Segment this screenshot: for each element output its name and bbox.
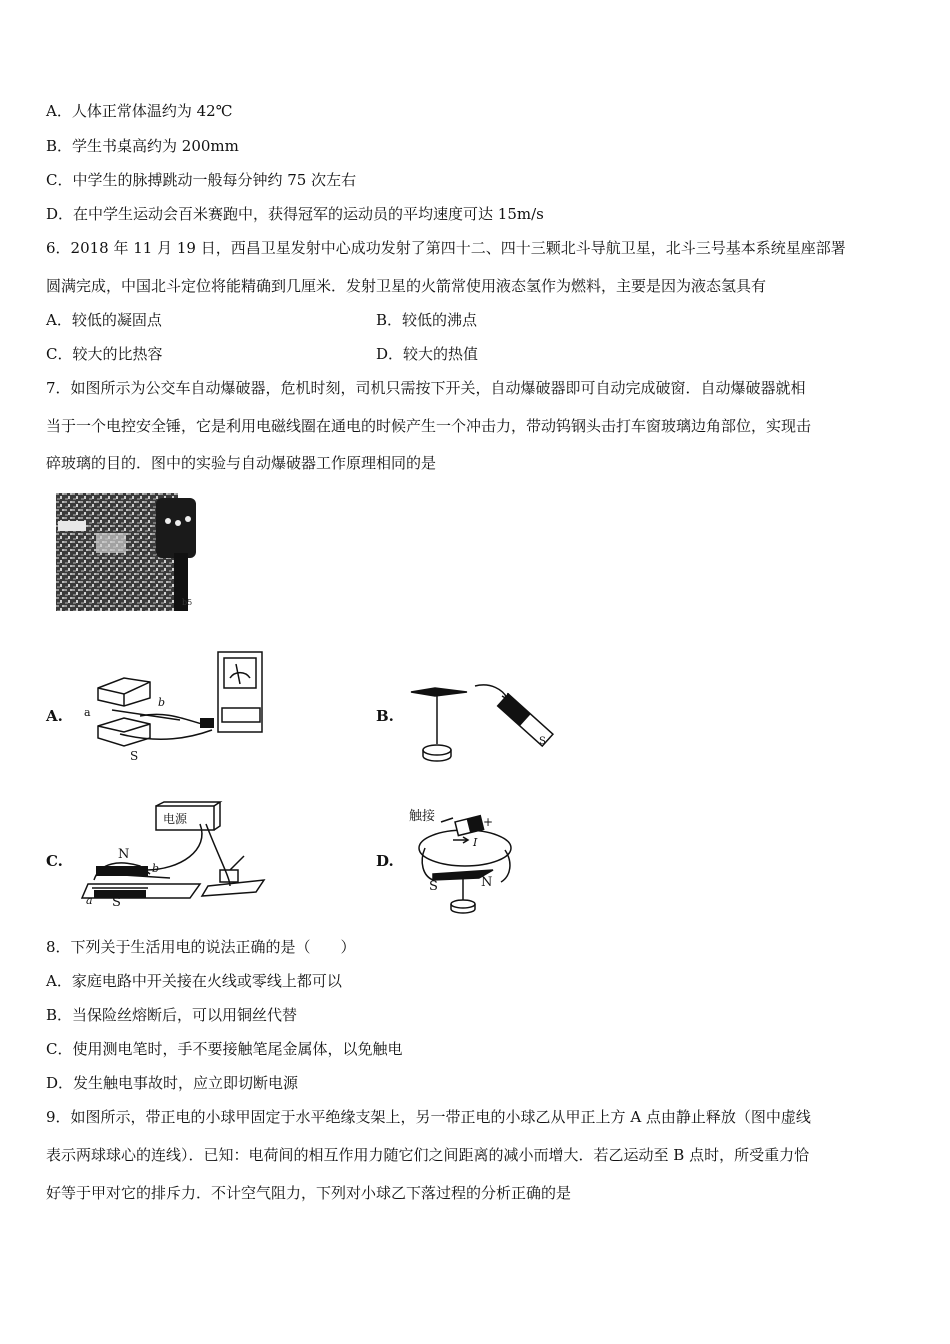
figure-d-oersted [405, 800, 535, 918]
fig-c-label-s: S [112, 895, 121, 910]
q7-label-c: C. [46, 852, 63, 870]
fig-d-label-touch: 触接 [409, 809, 436, 824]
fig-a-label-a: a [84, 706, 91, 719]
q6-stem-line1: 6．2018 年 11 月 19 日，西昌卫星发射中心成功发射了第四十二、四十三颗北斗导航卫星，北斗三号基本系统星座部署 [46, 239, 846, 257]
q5-option-a: A．人体正常体温约为 42℃ [46, 102, 233, 120]
fig-d-label-s: S [429, 879, 438, 894]
fig-c-label-b: b [152, 862, 160, 875]
q8-option-c: C．使用测电笔时，手不要接触笔尾金属体，以免触电 [46, 1040, 403, 1058]
q7-stem-line2: 当于一个电控安全锤，它是利用电磁线圈在通电的时候产生一个冲击力，带动钨钢头击打车窗玻璃边角部位，实现击 [46, 417, 812, 435]
q5-option-b: B．学生书桌高约为 200mm [46, 137, 239, 155]
q8-option-d: D．发生触电事故时，应立即切断电源 [46, 1074, 299, 1092]
q9-stem-line3: 好等于甲对它的排斥力．不计空气阻力，下列对小球乙下落过程的分析正确的是 [46, 1184, 572, 1202]
bus-breaker-photo [56, 493, 206, 615]
q8-option-a: A．家庭电路中开关接在火线或零线上都可以 [46, 972, 342, 990]
figure-c-motor [80, 800, 270, 910]
q8-option-b: B．当保险丝熔断后，可以用铜丝代替 [46, 1006, 298, 1024]
fig-c-label-n: N [118, 847, 130, 862]
fig-d-label-plus: + [483, 815, 494, 829]
fig-d-label-n: N [481, 875, 493, 890]
q6-option-c: C．较大的比热容 [46, 345, 163, 363]
q6-option-b: B．较低的沸点 [376, 311, 478, 329]
q7-label-a: A. [46, 707, 63, 725]
fig-a-label-s: S [130, 749, 139, 763]
q5-option-d: D．在中学生运动会百米赛跑中，获得冠军的运动员的平均速度可达 15m/s [46, 205, 544, 223]
fig-c-label-a: a [86, 894, 93, 907]
fig-b-label-s: S [539, 736, 546, 747]
figure-a-induction [80, 648, 270, 768]
figure-b-needle [405, 678, 565, 768]
fig-c-label-power: 电源 [163, 812, 188, 826]
q8-stem: 8．下列关于生活用电的说法正确的是（ ） [46, 938, 356, 956]
fig-d-label-i: I [473, 836, 478, 849]
q7-stem-line3: 碎玻璃的目的．图中的实验与自动爆破器工作原理相同的是 [46, 454, 437, 472]
svg-text:b5: b5 [182, 598, 193, 607]
q7-label-d: D. [376, 852, 394, 870]
q9-stem-line2: 表示两球球心的连线）．已知：电荷间的相互作用力随它们之间距离的减小而增大．若乙运动至 B 点时，所受重力恰 [46, 1146, 810, 1164]
q6-stem-line2: 圆满完成，中国北斗定位将能精确到几厘米．发射卫星的火箭常使用液态氢作为燃料，主要是因为液态氢具有 [46, 277, 767, 295]
fig-a-label-b: b [158, 696, 166, 709]
q7-stem-line1: 7．如图所示为公交车自动爆破器，危机时刻，司机只需按下开关，自动爆破器即可自动完成破窗．自动爆破器就相 [46, 379, 806, 397]
q6-option-a: A．较低的凝固点 [46, 311, 162, 329]
q9-stem-line1: 9．如图所示，带正电的小球甲固定于水平绝缘支架上，另一带正电的小球乙从甲正上方 A 点由静止释放（图中虚线 [46, 1108, 811, 1126]
q7-label-b: B. [376, 707, 394, 725]
q5-option-c: C．中学生的脉搏跳动一般每分钟约 75 次左右 [46, 171, 357, 189]
q6-option-d: D．较大的热值 [376, 345, 479, 363]
